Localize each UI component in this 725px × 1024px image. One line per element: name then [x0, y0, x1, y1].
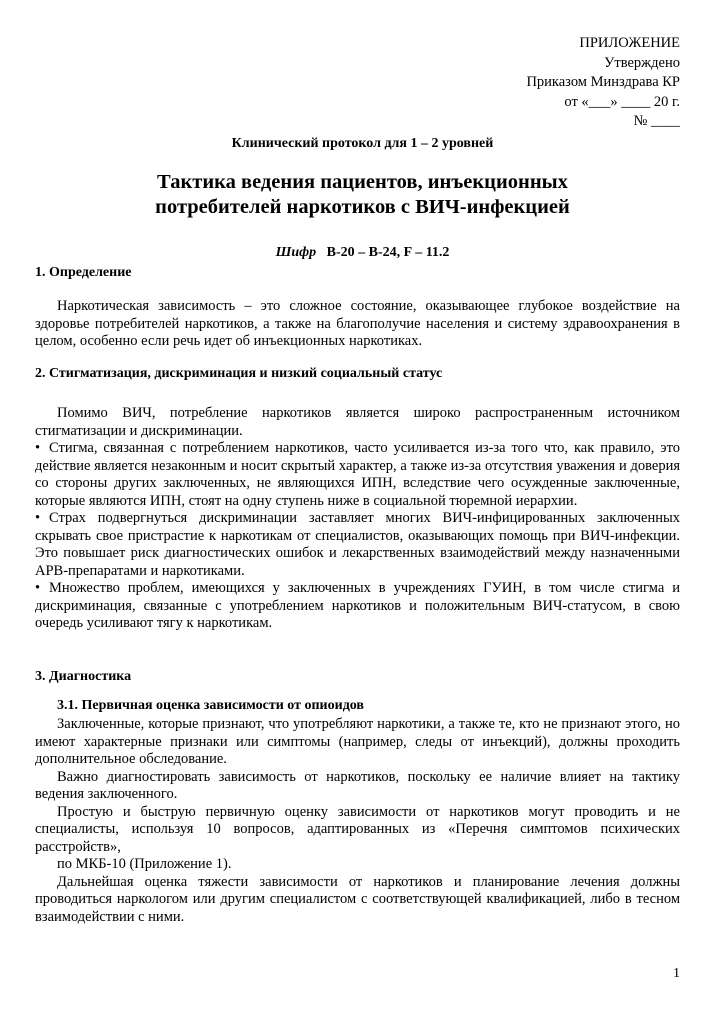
appendix-label: ПРИЛОЖЕНИЕ [579, 35, 680, 51]
section-3-1-paragraph: Важно диагностировать зависимость от наркотиков, поскольку ее наличие влияет на тактику ведения заключенного. [35, 768, 680, 802]
section-2-heading: 2. Стигматизация, дискриминация и низкий социальный статус [35, 366, 443, 381]
section-1-body [35, 298, 680, 351]
code-value: В-20 – В-24, F – 11.2 [326, 245, 450, 260]
section-2-bullet [35, 510, 680, 580]
protocol-line: Клинический протокол для 1 – 2 уровней [231, 136, 494, 151]
title-line-2: потребителей наркотиков с ВИЧ-инфекцией [155, 196, 570, 218]
date-line: от «___» ____ 20 г. [564, 93, 680, 110]
code-label: Шифр [275, 245, 317, 260]
section-1-heading: 1. Определение [35, 265, 132, 280]
number-line: № ____ [633, 113, 680, 129]
code-line [0, 245, 725, 261]
approval-block [526, 34, 680, 132]
bullet-text: Страх подвергнуться дискриминации заставляет многих ВИЧ-инфицированных заключенных скрывать свое пристрастие к наркотикам от специалистов, оказывающих помощь при ВИЧ-инфекции. Это повышает риск диагностических ошибок и лекарственных взаимодействий между назначенными АРВ-препаратами и наркотиками. [35, 510, 680, 579]
section-3-heading: 3. Диагностика [35, 669, 132, 684]
section-1-text: Наркотическая зависимость – это сложное состояние, оказывающее глубокое воздействие на здоровье потребителей наркотиков, а также на благополучие населения и систему здравоохранения в целом, особенно если речь идет об инъекционных наркотиках. [35, 298, 680, 349]
approved-label: Утверждено [604, 54, 680, 71]
page-number: 1 [673, 966, 680, 981]
bullet-icon: • [35, 580, 41, 596]
document-title [0, 170, 725, 220]
section-3-1-paragraph: Дальнейшая оценка тяжести зависимости от наркотиков и планирование лечения должны проводиться наркологом или другим специалистом с соответствующей квалификацией, либо в тесном взаимодействии с ними. [35, 873, 680, 925]
bullet-icon: • [35, 510, 41, 526]
section-3-1-heading: 3.1. Первичная оценка зависимости от опиоидов [57, 698, 364, 713]
section-3-1-paragraph: по МКБ-10 (Приложение 1). [57, 856, 232, 872]
section-2-bullet [35, 580, 680, 633]
section-2-body [35, 405, 680, 633]
section-3-1-body [35, 716, 680, 926]
section-3-1-paragraph: Простую и быструю первичную оценку зависимости от наркотиков могут проводить и не специалисты, используя 10 вопросов, адаптированных из «Перечня симптомов психических расстройств», [35, 803, 680, 855]
order-label: Приказом Минздрава КР [526, 74, 680, 90]
bullet-text: Множество проблем, имеющихся у заключенных в учреждениях ГУИН, в том числе стигма и дискриминация, связанные с употреблением наркотиков и положительным ВИЧ-статусом, в свою очередь усиливают тягу к наркотикам. [35, 580, 680, 631]
bullet-text: Стигма, связанная с потреблением наркотиков, часто усиливается из-за того что, как правило, это действие является незаконным и носит скрытый характер, а также из-за отсутствия уважения и доверия со стороны других заключенных, не являющихся ИПН, вследствие чего осужденные заключенные, которые являются ИПН, стоят на одну ступень ниже в социальной тюремной иерархии. [35, 440, 680, 509]
title-line-1: Тактика ведения пациентов, инъекционных [157, 171, 568, 193]
section-2-intro: Помимо ВИЧ, потребление наркотиков является широко распространенным источником стигматизации и дискриминации. [35, 405, 680, 439]
section-2-bullet [35, 440, 680, 510]
bullet-icon: • [35, 440, 41, 456]
section-3-1-paragraph: Заключенные, которые признают, что употребляют наркотики, а также те, кто не признают этого, но имеют характерные признаки или симптомы (например, следы от инъекций), должны проходить дополнительное обследование. [35, 716, 680, 767]
